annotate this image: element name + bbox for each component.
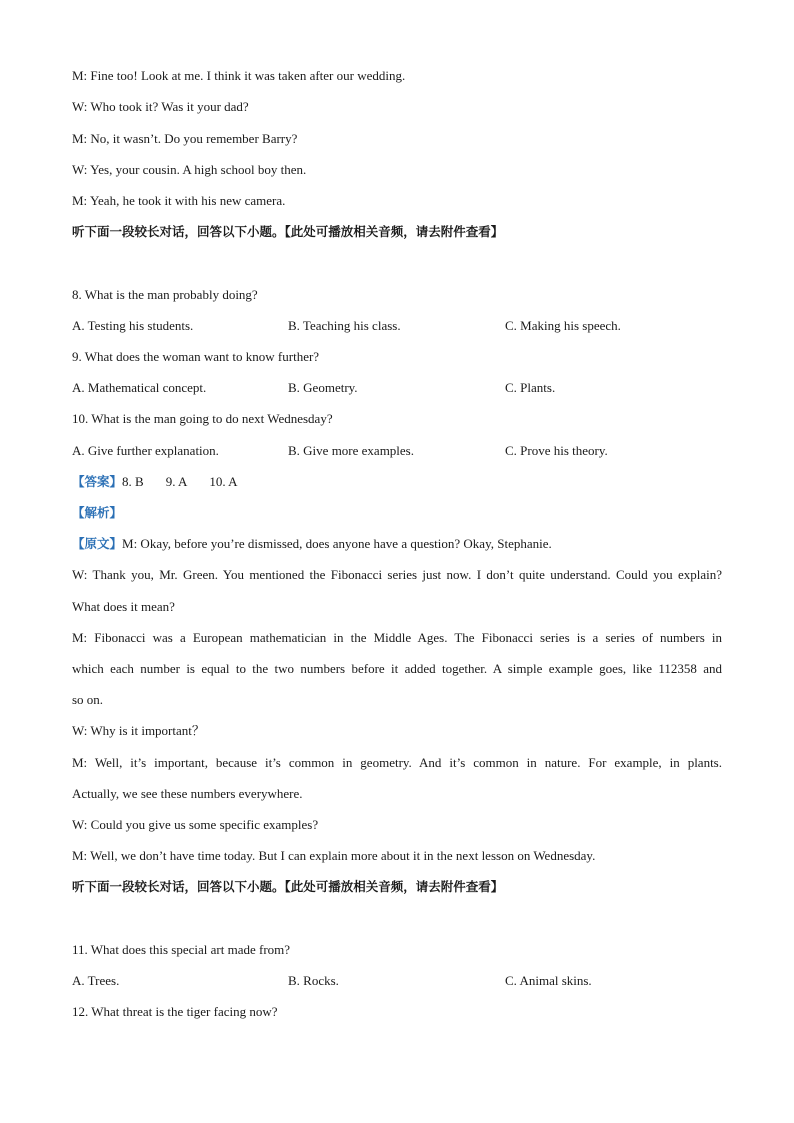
dialogue-line: W: Yes, your cousin. A high school boy then. bbox=[72, 162, 307, 177]
analysis-label: 【解析】 bbox=[72, 505, 123, 520]
question-9: 9. What does the woman want to know further? bbox=[72, 349, 320, 364]
transcript-line: Actually, we see these numbers everywhere. bbox=[72, 786, 303, 801]
transcript-line: M: Well, we don’t have time today. But I can explain more about it in the next lesson on Wednesday. bbox=[72, 848, 596, 863]
transcript-line: W: Thank you, Mr. Green. You mentioned the Fibonacci series just now. I don’t quite understand. Could you explain? bbox=[72, 567, 722, 582]
options-8 bbox=[72, 318, 722, 334]
transcript-line: W: Could you give us some specific examples? bbox=[72, 817, 319, 832]
answer-item: 9. A bbox=[165, 474, 188, 489]
option-c: C. Plants. bbox=[505, 380, 556, 395]
dialogue-line: W: Who took it? Was it your dad? bbox=[72, 99, 249, 114]
question-8: 8. What is the man probably doing? bbox=[72, 287, 258, 302]
answer-item: 10. A bbox=[209, 474, 238, 489]
transcript-line bbox=[72, 536, 552, 552]
transcript-line: so on. bbox=[72, 692, 104, 707]
dialogue-line: M: Yeah, he took it with his new camera. bbox=[72, 193, 286, 208]
option-a: A. Give further explanation. bbox=[72, 443, 219, 458]
dialogue-line: M: Fine too! Look at me. I think it was taken after our wedding. bbox=[72, 68, 406, 83]
question-12: 12. What threat is the tiger facing now? bbox=[72, 1004, 278, 1019]
transcript-line: which each number is equal to the two numbers before it added together. A simple example goes, like 112358 and bbox=[72, 661, 722, 676]
options-11 bbox=[72, 973, 722, 989]
question-10: 10. What is the man going to do next Wednesday? bbox=[72, 411, 333, 426]
transcript-line: W: Why is it important？ bbox=[72, 723, 205, 738]
option-c: C. Animal skins. bbox=[505, 973, 592, 988]
option-b: B. Rocks. bbox=[288, 973, 339, 988]
option-b: B. Give more examples. bbox=[288, 443, 414, 458]
option-b: B. Geometry. bbox=[288, 380, 358, 395]
dialogue-line: M: No, it wasn’t. Do you remember Barry? bbox=[72, 131, 298, 146]
options-10 bbox=[72, 443, 722, 459]
answer-line bbox=[72, 474, 238, 490]
original-label: 【原文】 bbox=[72, 536, 123, 551]
listen-instruction: 听下面一段较长对话，回答以下小题。【此处可播放相关音频，请去附件查看】 bbox=[72, 879, 504, 894]
question-11: 11. What does this special art made from? bbox=[72, 942, 291, 957]
option-a: A. Trees. bbox=[72, 973, 120, 988]
transcript-text: M: Okay, before you’re dismissed, does anyone have a question? Okay, Stephanie. bbox=[122, 536, 552, 551]
options-9 bbox=[72, 380, 722, 396]
transcript-line: M: Well, it’s important, because it’s common in geometry. And it’s common in nature. For example, in plants. bbox=[72, 755, 722, 770]
option-b: B. Teaching his class. bbox=[288, 318, 401, 333]
transcript-line: What does it mean? bbox=[72, 599, 175, 614]
listen-instruction: 听下面一段较长对话，回答以下小题。【此处可播放相关音频，请去附件查看】 bbox=[72, 224, 504, 239]
answer-item: 8. B bbox=[122, 474, 144, 489]
transcript-line: M: Fibonacci was a European mathematician in the Middle Ages. The Fibonacci series is a series of numbers in bbox=[72, 630, 722, 645]
answer-label: 【答案】 bbox=[72, 474, 123, 489]
option-c: C. Making his speech. bbox=[505, 318, 621, 333]
option-a: A. Mathematical concept. bbox=[72, 380, 207, 395]
option-c: C. Prove his theory. bbox=[505, 443, 608, 458]
option-a: A. Testing his students. bbox=[72, 318, 194, 333]
